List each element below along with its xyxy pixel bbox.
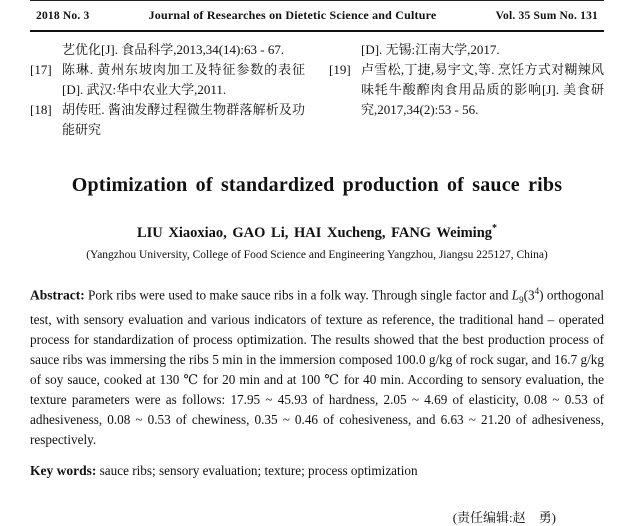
keywords-line	[30, 461, 604, 481]
reference-marker	[30, 40, 62, 60]
reference-text: 艺优化[J]. 食品科学,2013,34(14):63 - 67.	[62, 42, 285, 57]
orthogonal-array-symbol: L	[511, 287, 520, 303]
volume-number: Vol. 35 Sum No. 131	[495, 10, 598, 22]
reference-text: 陈琳. 黄州东坡肉加工及特征参数的表征[D]. 武汉:华中农业大学,2011.	[62, 62, 305, 97]
reference-item	[329, 40, 604, 60]
abstract-label: Abstract:	[30, 287, 85, 303]
reference-item	[30, 40, 305, 60]
orthogonal-array-superscript: 4	[534, 285, 540, 296]
corresponding-author-mark: *	[492, 223, 498, 234]
affiliation: (Yangzhou University, College of Food Science and Engineering Yangzhou, Jiangsu 225127, China)	[86, 248, 548, 261]
issue-number: 2018 No. 3	[36, 10, 90, 22]
reference-column-left	[30, 40, 305, 140]
reference-item	[329, 60, 604, 120]
abstract-paragraph	[30, 281, 604, 450]
reference-item	[30, 100, 305, 140]
responsible-editor-note: (责任编辑:赵 勇)	[452, 509, 556, 525]
abstract-text-1: Pork ribs were used to make sauce ribs in a folk way. Through single factor and	[84, 287, 512, 303]
reference-marker: [19]	[329, 62, 351, 77]
orthogonal-array-open: (3	[523, 287, 535, 303]
reference-text: [D]. 无锡:江南大学,2017.	[361, 42, 500, 57]
orthogonal-array-close: )	[539, 287, 544, 303]
reference-column-right	[329, 40, 604, 140]
reference-list	[30, 40, 604, 140]
reference-item	[30, 60, 305, 100]
authors-line	[30, 223, 604, 242]
abstract-text-2: orthogonal test, with sensory evaluation and various indicators of texture as reference, the traditional hand – operated process for standardization of process optimization. The results showed that the best production process of sauce ribs was immersing the ribs 5 min in the immersion composed 100.0 g/kg of rock sugar, and 16.7 g/kg of soy sauce, cooked at 130 ℃ for 20 min and at 100 ℃ for 40 min. According to sensory evaluation, the texture parameters were as follows: 17.95 ~ 45.93 of hardness, 2.05 ~ 4.69 of elasticity, 0.08 ~ 0.53 of adhesiveness, 0.08 ~ 0.53 of chewiness, 0.35 ~ 0.46 of cohesiveness, and 6.63 ~ 21.20 of adhesiveness, respectively.	[30, 287, 604, 447]
running-head	[30, 0, 604, 32]
reference-marker	[329, 40, 361, 60]
reference-marker: [17]	[30, 62, 52, 77]
orthogonal-array-subscript: 9	[519, 294, 524, 305]
reference-text: 胡传旺. 酱油发酵过程微生物群落解析及功能研究	[62, 102, 305, 137]
reference-marker: [18]	[30, 102, 52, 117]
keywords-label: Key words:	[30, 462, 97, 478]
paper-title: Optimization of standardized production of sauce ribs	[71, 174, 563, 196]
reference-text: 卢雪松,丁捷,易宇文,等. 烹饪方式对糊辣风味牦牛酸醡肉食用品质的影响[J]. 美食研究,2017,34(2):53 - 56.	[361, 62, 604, 117]
keywords-text: sauce ribs; sensory evaluation; texture; process optimization	[96, 462, 418, 478]
authors-names: LIU Xiaoxiao, GAO Li, HAI Xucheng, FANG Weiming	[136, 224, 493, 241]
journal-name: Journal of Researches on Dietetic Science and Culture	[148, 8, 437, 22]
